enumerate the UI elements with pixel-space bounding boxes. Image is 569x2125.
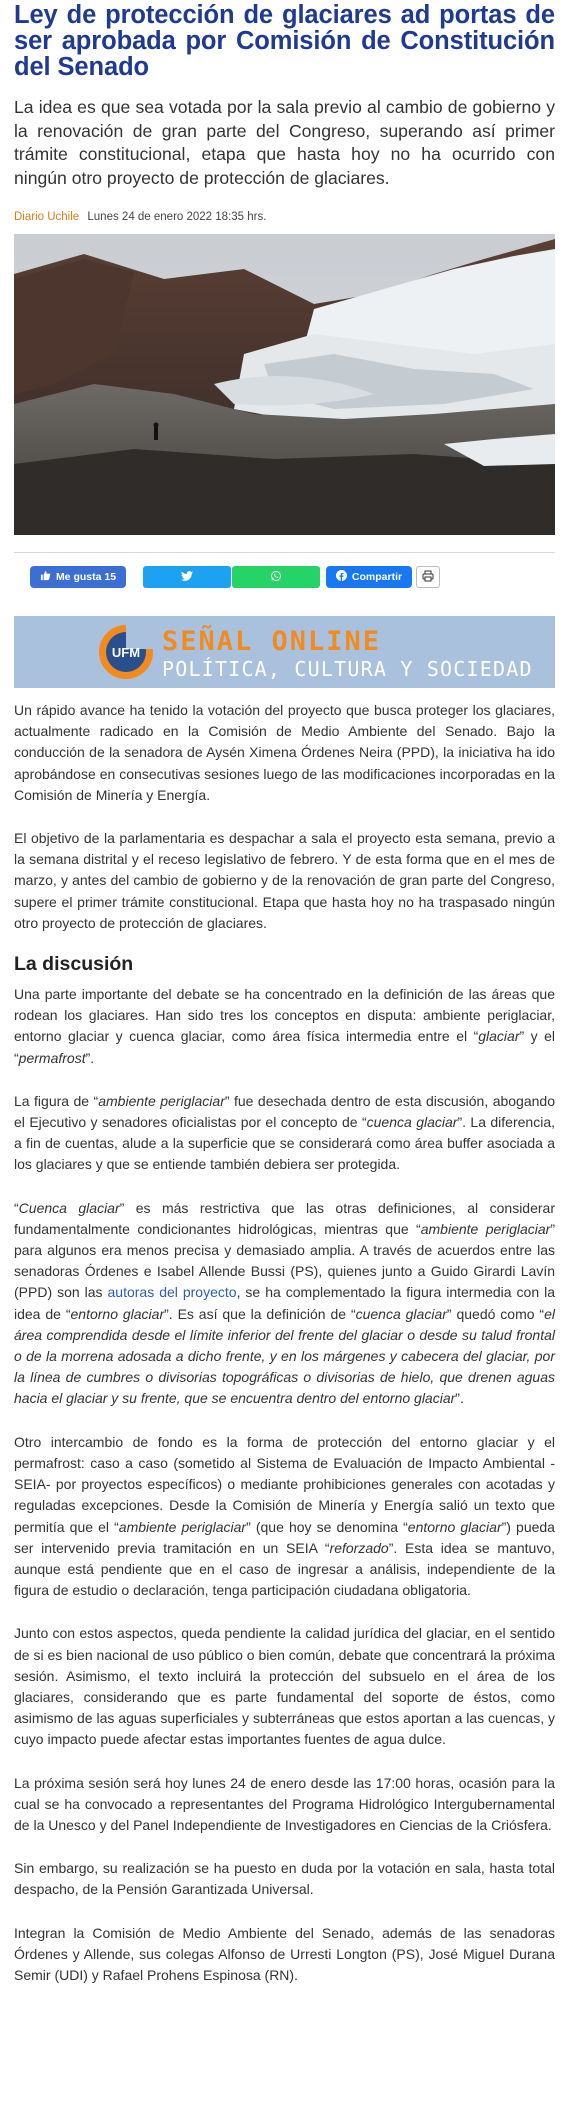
paragraph: Sin embargo, su realización se ha puesto en duda por la votación en sala, hasta total despacho, de la Pensión Garantizada Universal.: [14, 1860, 555, 1898]
whatsapp-share-button[interactable]: [232, 566, 320, 588]
facebook-share-label: Compartir: [351, 571, 403, 583]
article-lead: La idea es que sea votada por la sala previo al cambio de gobierno y la renovación de gran parte del Congreso, superando así primer trámite constitucional, etapa que hasta hoy no ha ocurrido con ningún otro proyecto de protección de glaciares.: [14, 97, 555, 188]
facebook-share-button[interactable]: [326, 566, 412, 588]
twitter-share-button[interactable]: [143, 566, 231, 588]
paragraph: La próxima sesión será hoy lunes 24 de enero desde las 17:00 horas, ocasión para la cual se ha convocado a representantes del Programa Hidrológico Intergubernamental de la Unesco y del Panel Independiente de Investigadores en Ciencias de la Criósfera.: [14, 1774, 555, 1833]
paragraph: Un rápido avance ha tenido la votación del proyecto que busca proteger los glaciares, actualmente radicado en la Comisión de Medio Ambiente del Senado. Bajo la conducción de la senadora de Aysén Ximena Órdenes Neira (PPD), la iniciativa ha ido aprobándose en consecutivas sesiones luego de las modificaciones incorporadas en la Comisión de Minería y Energía.: [14, 702, 555, 803]
article-body: [14, 700, 555, 2008]
whatsapp-icon: [270, 570, 282, 585]
paragraph: La figura de “ambiente periglaciar” fue desechada dentro de esta discusión, abogando el Ejecutivo y senadores oficialistas por el concepto de “cuenca glaciar”. La diferencia, a fin de cuentas, alude a la superficie que se considerará como área buffer asociada a los glaciares y que se entiende también debiera ser protegida.: [14, 1092, 555, 1173]
article-photo: [14, 234, 555, 535]
twitter-icon: [181, 571, 193, 584]
section-heading: La discusión: [14, 953, 134, 976]
paragraph: Junto con estos aspectos, queda pendiente la calidad jurídica del glaciar, en el sentido de si es bien nacional de uso público o bien común, debate que concentrará la próxima sesión. Asimismo, el texto incluirá la protección del subsuelo en el área de los glaciares, considerando que es parte fundamental del soporte de éstos, como asimismo de las aguas superficiales y subterráneas que estos aportan a las cuencas, y cuyo impacto puede afectar estas importantes fuentes de agua dulce.: [14, 1625, 555, 1748]
print-button[interactable]: [416, 566, 440, 588]
banner-title: SEÑAL ONLINE: [162, 626, 382, 657]
senal-online-banner[interactable]: [14, 616, 555, 688]
autoras-link[interactable]: autoras del proyecto: [107, 1284, 237, 1301]
glacier-photo: [14, 234, 555, 535]
share-bar: [14, 566, 555, 590]
like-button[interactable]: [30, 566, 126, 588]
article-date: Lunes 24 de enero 2022 18:35 hrs.: [87, 211, 267, 223]
paragraph: “Cuenca glaciar” es más restrictiva que las otras definiciones, al considerar fundamentalmente condicionantes hidrológicas, mientras que “ambiente periglaciar” para algunos era menos precisa y demasiado amplia. A través de acuerdos entre las senadoras Órdenes e Isabel Allende Bussi (PS), quienes junto a Guido Girardi Lavín (PPD) son las autoras del proyecto, se ha complementado la figura intermedia con la idea de “entorno glaciar”. Es así que la definición de “cuenca glaciar” quedó como “el área comprendida desde el límite inferior del frente del glaciar o desde su talud frontal o de la morrena adosada a dicho frente, y en los márgenes y cabecera del glaciar, por la línea de cumbres o divisorias topográficas o divisorias de hielo, que drenen aguas hacia el glaciar y su frente, que se encuentra dentro del entorno glaciar”.: [14, 1199, 556, 1407]
ufm-logo-text: UFM: [111, 645, 141, 660]
paragraph: Otro intercambio de fondo es la forma de protección del entorno glaciar y el permafrost: caso a caso (sometido al Sistema de Evaluación de Impacto Ambiental -SEIA- por proyectos específicos) o mediante prohibiciones generales con acotadas y reguladas excepciones. Desde la Comisión de Minería y Energía salió un texto que permitía que el “ambiente periglaciar” (que hoy se denomina “entorno glaciar”) pueda ser intervenido previa tramitación en un SEIA “reforzado”. Esta idea se mantuvo, aunque está pendiente que en el caso de ingresar a análisis, independiente de la figura de estudio o declaración, tenga participación ciudadana obligatoria.: [14, 1433, 556, 1599]
paragraph: El objetivo de la parlamentaria es despachar a sala el proyecto esta semana, previo a la semana distrital y el receso legislativo de febrero. Y de esta forma que en el mes de marzo, y antes del cambio de gobierno y de la renovación de gran parte del Congreso, supere el primer trámite constitucional. Etapa que hasta hoy no ha traspasado ningún otro proyecto de protección de glaciares.: [14, 830, 555, 931]
article-headline: Ley de protección de glaciares ad portas de ser aprobada por Comisión de Constitución del Senado: [14, 1, 555, 81]
ufm-logo: [96, 622, 156, 682]
article-source[interactable]: Diario Uchile: [14, 211, 80, 223]
banner-subtitle: POLÍTICA, CULTURA Y SOCIEDAD: [162, 657, 533, 681]
paragraph: Una parte importante del debate se ha concentrado en la definición de las áreas que rodean los glaciares. Han sido tres los conceptos en disputa: ambiente periglaciar, entorno glaciar y cuenca glaciar, como área física intermedia entre el “glaciar” y el “permafrost”.: [14, 986, 555, 1066]
thumbs-up-icon: [40, 570, 51, 584]
paragraph: Integran la Comisión de Medio Ambiente del Senado, además de las senadoras Órdenes y Allende, sus colegas Alfonso de Urresti Longton (PS), José Miguel Durana Semir (UDI) y Rafael Prohens Espinosa (RN).: [14, 1924, 555, 1983]
like-label: Me gusta 15: [55, 571, 117, 583]
divider: [14, 552, 555, 553]
article: [14, 0, 556, 1983]
print-icon: [422, 570, 434, 585]
facebook-icon: [336, 570, 347, 584]
article-meta: [14, 210, 555, 224]
